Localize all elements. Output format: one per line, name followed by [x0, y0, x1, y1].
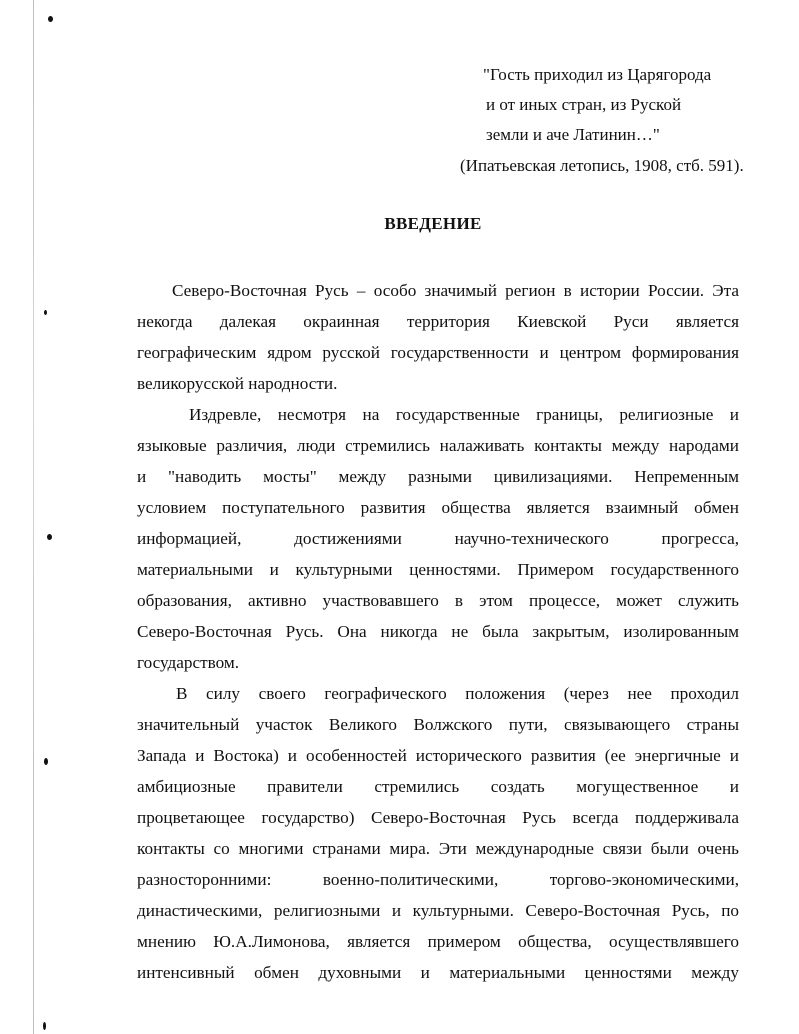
- paragraph-line: условием поступательного развития общества является взаимный обмен: [137, 498, 739, 517]
- paragraph-line: Северо-Восточная Русь. Она никогда не была закрытым, изолированным: [137, 622, 739, 641]
- punch-hole-mark: [47, 534, 52, 540]
- scan-edge-line: [33, 0, 34, 1034]
- punch-hole-mark: [43, 1022, 46, 1030]
- paragraph-line: информацией, достижениями научно-технического прогресса,: [137, 529, 739, 548]
- punch-hole-mark: [48, 16, 53, 22]
- epigraph-line: "Гость приходил из Царягорода: [483, 65, 712, 84]
- section-heading: ВВЕДЕНИЕ: [384, 214, 482, 233]
- paragraph-line: разносторонними: военно-политическими, торгово-экономическими,: [137, 870, 739, 889]
- paragraph-line: и "наводить мосты" между разными цивилизациями. Непременным: [137, 467, 739, 486]
- paragraph-line: амбициозные правители стремились создать могущественное и: [137, 777, 739, 796]
- paragraph-line: языковые различия, люди стремились налаживать контакты между народами: [137, 436, 739, 455]
- paragraph-line: материальными и культурными ценностями. Примером государственного: [137, 560, 739, 579]
- paragraph-line: великорусской народности.: [137, 374, 338, 393]
- punch-hole-mark: [44, 758, 48, 765]
- epigraph-line: земли и аче Латинин…": [486, 125, 660, 144]
- paragraph-line: династическими, религиозными и культурными. Северо-Восточная Русь, по: [137, 901, 739, 920]
- paragraph-line: Северо-Восточная Русь – особо значимый регион в истории России. Эта: [172, 281, 739, 300]
- paragraph-line: процветающее государство) Северо-Восточная Русь всегда поддерживала: [137, 808, 739, 827]
- paragraph-line: интенсивный обмен духовными и материальными ценностями между: [137, 963, 739, 982]
- punch-hole-mark: [44, 310, 47, 315]
- epigraph-line: и от иных стран, из Руской: [486, 95, 682, 114]
- paragraph-line: мнению Ю.А.Лимонова, является примером общества, осуществлявшего: [137, 932, 739, 951]
- paragraph-line: значительный участок Великого Волжского пути, связывающего страны: [137, 715, 739, 734]
- paragraph-line: контакты со многими странами мира. Эти международные связи были очень: [137, 839, 739, 858]
- epigraph-citation: (Ипатьевская летопись, 1908, стб. 591).: [460, 156, 744, 175]
- paragraph-line: В силу своего географического положения (через нее проходил: [176, 684, 739, 703]
- paragraph-line: образования, активно участвовавшего в этом процессе, может служить: [137, 591, 739, 610]
- paragraph-line: географическим ядром русской государственности и центром формирования: [137, 343, 739, 362]
- paragraph-line: некогда далекая окраинная территория Киевской Руси является: [137, 312, 739, 331]
- paragraph-line: Издревле, несмотря на государственные границы, религиозные и: [189, 405, 739, 424]
- paragraph-line: государством.: [137, 653, 240, 672]
- paragraph-line: Запада и Востока) и особенностей исторического развития (ее энергичные и: [137, 746, 739, 765]
